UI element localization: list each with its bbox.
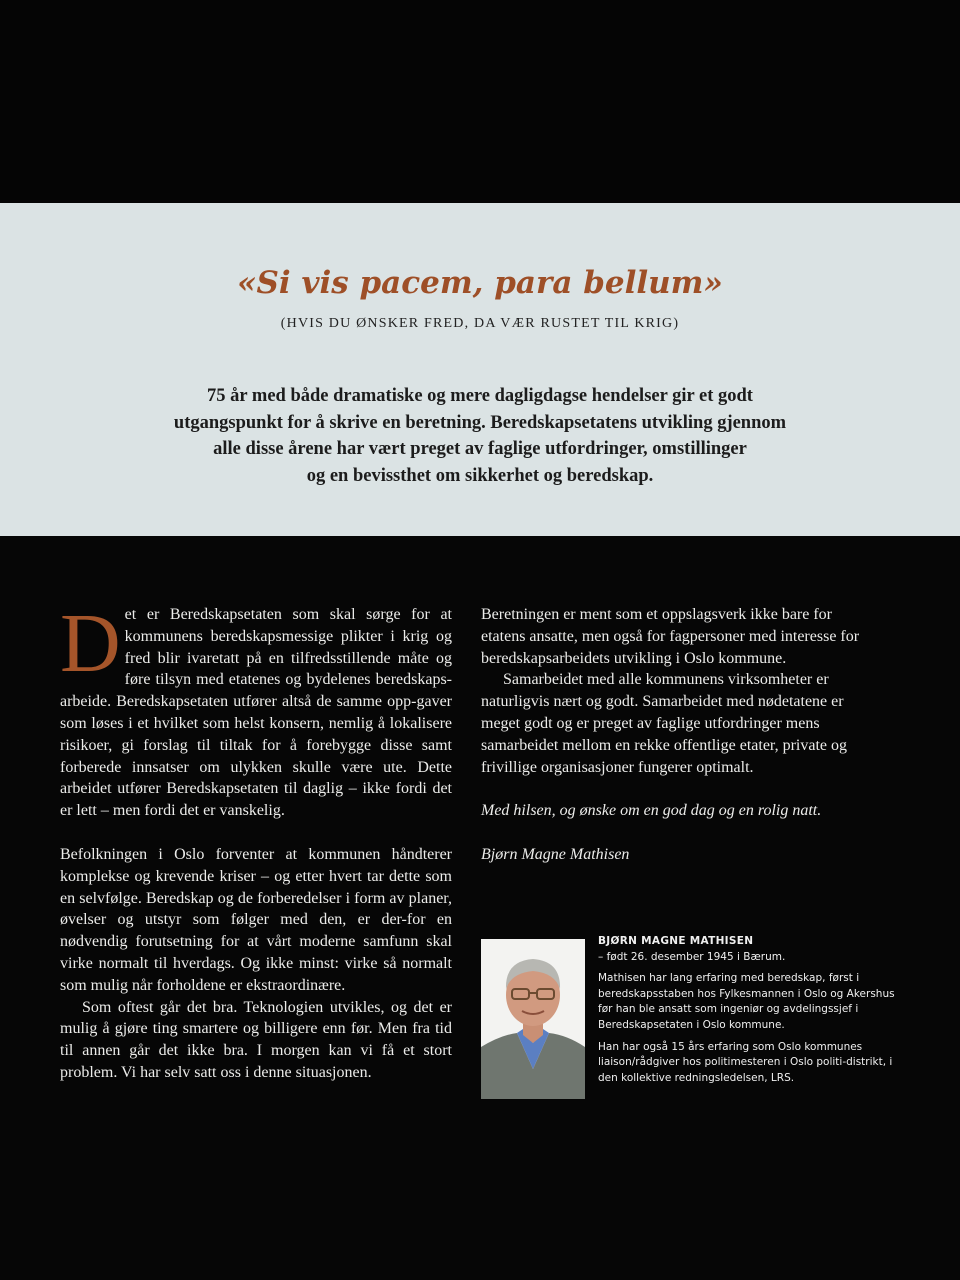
- body-paragraph: Som oftest går det bra. Teknologien utvikles, og det er mulig å gjøre ting smartere og billigere enn før. Men fra tid til annen går det ikke bra. I morgen kan vi få et stort problem. Vi har selv satt oss i denne situasjonen.: [60, 998, 452, 1081]
- intro-line: og en bevissthet om sikkerhet og beredskap.: [306, 465, 654, 486]
- body-paragraph: Befolkningen i Oslo forventer at kommunen håndterer komplekse og krevende kriser – og etter hvert tar dette som en selvfølge. Beredskap og de forberedelser i form av planer, øvelser og utstyr som følger med den, er der-for en nødvendig forutsetning for at vårt moderne samfunn skal virke normalt til hverdags. Og ikke minst: virke så normalt som mulig når forholdene er ekstraordinære.: [60, 845, 452, 994]
- bio-name: BJØRN MAGNE MATHISEN: [598, 935, 754, 947]
- body-paragraph: Beretningen er ment som et oppslagsverk ikke bare for etatens ansatte, men også for fagpersoner med interesse for beredskapsarbeidets utvikling i Oslo kommune.: [481, 606, 860, 667]
- title-translation: (HVIS DU ØNSKER FRED, DA VÆR RUSTET TIL KRIG): [280, 316, 680, 331]
- intro-line: utgangspunkt for å skrive en beretning. Beredskapsetatens utvikling gjennom: [173, 412, 787, 433]
- intro-text: [100, 383, 860, 489]
- drop-cap: D: [60, 597, 121, 690]
- page-title: «Si vis pacem, para bellum»: [237, 265, 723, 301]
- person-portrait-icon: [481, 939, 585, 1099]
- bio-paragraph: Mathisen har lang erfaring med beredskap, først i beredskapsstaben hos Fylkesmannen i Oslo og Akershus før han ble ansatt som ingeniør og avdelingssjef i Beredskapsetaten i Oslo kommune.: [598, 972, 895, 1031]
- portrait-photo: [481, 939, 585, 1099]
- body-paragraph: Samarbeidet med alle kommunens virksomheter er naturligvis nært og godt. Samarbeidet med nødetatene er meget godt og er preget av faglige utfordringer mens samarbeidet mellom en rekke offentlige etater, private og frivillige organisasjoner fungerer optimalt.: [481, 671, 848, 776]
- signature: Bjørn Magne Mathisen: [481, 846, 630, 864]
- right-column: [481, 604, 875, 866]
- bio-born: – født 26. desember 1945 i Bærum.: [598, 950, 786, 963]
- body-paragraph: [60, 597, 452, 822]
- top-black-area: [0, 0, 960, 203]
- intro-line: alle disse årene har vært preget av faglige utfordringer, omstillinger: [213, 439, 747, 459]
- left-column: [60, 597, 452, 1084]
- paragraph-text: et er Beredskapsetaten som skal sørge for at kommunens beredskapsmessige plikter i krig og fred blir ivaretatt på en tilfredsstillende måte og føre tilsyn med etatenes og bydelenes beredskaps-arbeide. Beredskapsetaten utfører altså de samme opp-gaver som løses i et hvilket som helst konsern, nemlig å lokalisere risikoer, gi forslag til tiltak for å forebygge disse samt forberede innsatser om ulykken skulle være ute. Dette arbeidet utfører Beredskapsetaten til daglig – ikke fordi det er lett – men fordi det er vanskelig.: [60, 606, 452, 820]
- quote-banner: [0, 203, 960, 536]
- bio-paragraph: Han har også 15 års erfaring som Oslo kommunes liaison/rådgiver hos politimesteren i Oslo politi-distrikt, i den kollektive redningsledelsen, LRS.: [598, 1040, 893, 1084]
- bio-box: [598, 934, 898, 1086]
- closing-greeting: Med hilsen, og ønske om en god dag og en rolig natt.: [481, 802, 822, 820]
- intro-line: 75 år med både dramatiske og mere dagligdagse hendelser gir et godt: [207, 386, 753, 406]
